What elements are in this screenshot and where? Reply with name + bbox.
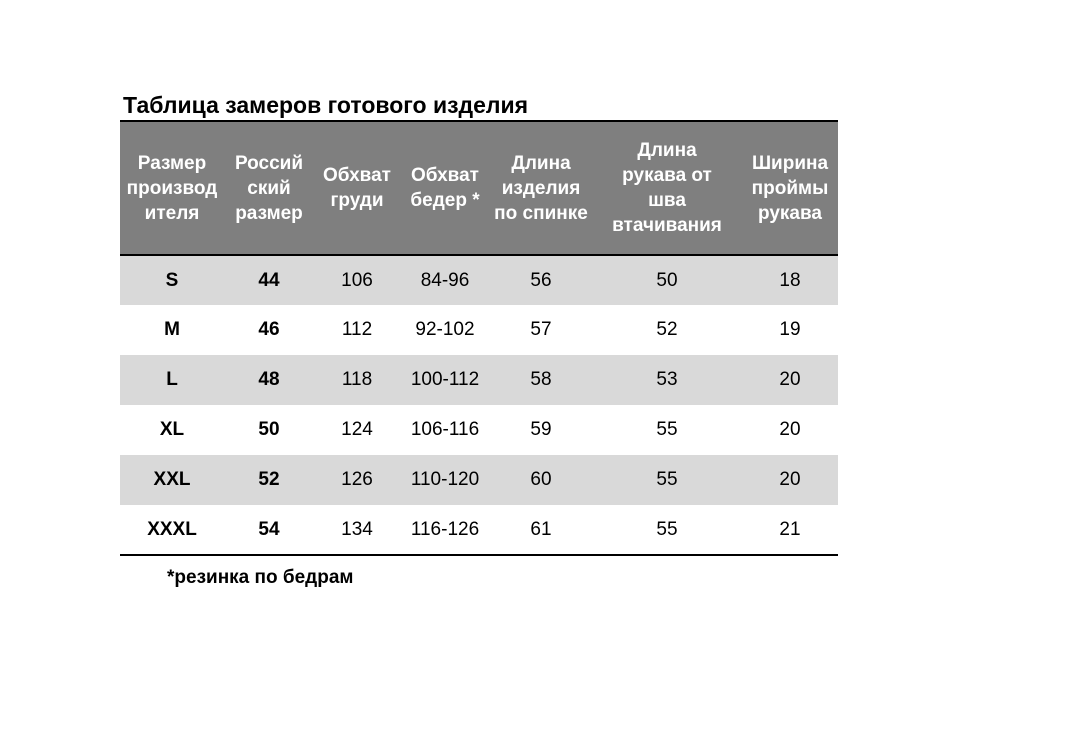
back-length-cell: 59 — [530, 419, 552, 440]
sleeve-length-cell: 50 — [656, 269, 678, 291]
russian-size-cell: 48 — [258, 369, 280, 390]
russian-size-cell: 46 — [258, 319, 280, 340]
armhole-width-cell: 18 — [779, 269, 801, 291]
russian-size-cell: 52 — [258, 469, 280, 490]
size-table — [120, 120, 838, 556]
footnote: *резинка по бедрам — [167, 567, 354, 588]
russian-size-cell: 44 — [258, 269, 280, 291]
sleeve-length-cell: 55 — [592, 505, 742, 555]
manufacturer-size-cell: XL — [159, 419, 185, 440]
chest-girth-cell: 124 — [341, 419, 373, 440]
header-back-length: Длина изделия по спинке — [490, 121, 592, 255]
header-row — [120, 121, 838, 255]
chest-girth-cell: 126 — [341, 469, 373, 490]
sleeve-length-cell: 55 — [656, 469, 678, 490]
armhole-width-cell: 21 — [742, 505, 838, 555]
hip-girth-cell: 100-112 — [410, 369, 480, 390]
table-row — [120, 255, 838, 305]
manufacturer-size-cell: M — [164, 319, 180, 340]
hip-girth-cell: 84-96 — [420, 269, 470, 291]
hip-girth-cell: 92-102 — [415, 319, 475, 340]
table-body — [120, 255, 838, 555]
chest-girth-cell: 106 — [341, 269, 373, 291]
hip-girth-cell: 116-126 — [400, 505, 490, 555]
chest-girth-cell: 112 — [341, 319, 373, 340]
manufacturer-size-cell: XXL — [153, 469, 191, 490]
sleeve-length-cell: 53 — [656, 369, 678, 390]
armhole-width-cell: 20 — [779, 419, 801, 440]
header-manufacturer-size: Размер производ ителя — [120, 121, 224, 255]
back-length-cell: 57 — [530, 319, 552, 340]
sleeve-length-cell: 52 — [656, 319, 678, 340]
table-row — [120, 505, 838, 555]
back-length-cell: 56 — [530, 269, 552, 291]
back-length-cell: 61 — [490, 505, 592, 555]
russian-size-cell: 50 — [258, 419, 280, 440]
page-title: Таблица замеров готового изделия — [123, 92, 529, 118]
armhole-width-cell: 20 — [779, 469, 801, 490]
header-sleeve-length: Длина рукава от шва втачивания — [592, 121, 742, 255]
armhole-width-cell: 19 — [779, 319, 801, 340]
hip-girth-cell: 110-120 — [410, 469, 480, 490]
manufacturer-size-cell: S — [165, 269, 179, 291]
header-russian-size: Россий ский размер — [224, 121, 314, 255]
back-length-cell: 58 — [530, 369, 552, 390]
manufacturer-size-cell: L — [166, 369, 178, 390]
manufacturer-size-cell: XXXL — [120, 505, 224, 555]
table-row — [120, 355, 838, 405]
table-row — [120, 405, 838, 455]
table-row — [120, 455, 838, 505]
table-row — [120, 305, 838, 355]
header-chest-girth: Обхват груди — [314, 121, 400, 255]
back-length-cell: 60 — [530, 469, 552, 490]
sleeve-length-cell: 55 — [656, 419, 678, 440]
table-header — [120, 121, 838, 255]
header-hip-girth: Обхват бедер * — [400, 121, 490, 255]
chest-girth-cell: 134 — [314, 505, 400, 555]
header-armhole-width: Ширина проймы рукава — [742, 121, 838, 255]
armhole-width-cell: 20 — [779, 369, 801, 390]
chest-girth-cell: 118 — [341, 369, 373, 390]
russian-size-cell: 54 — [224, 505, 314, 555]
hip-girth-cell: 106-116 — [410, 419, 480, 440]
